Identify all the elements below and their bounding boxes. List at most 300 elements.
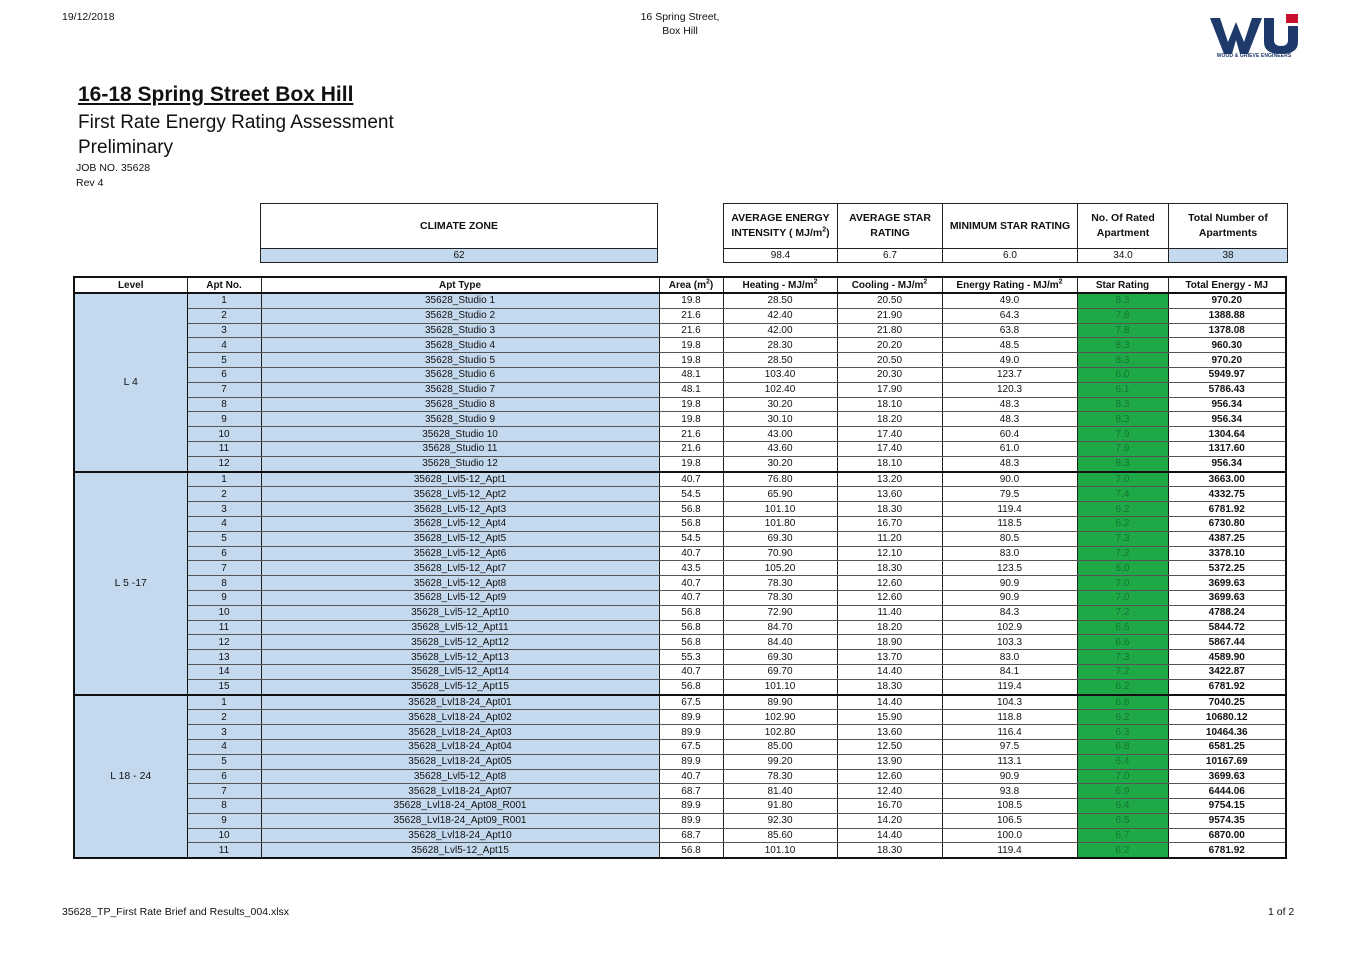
table-row — [74, 620, 1286, 635]
apt-type-cell: 35628_Studio 2 — [261, 308, 659, 323]
summary-table — [723, 203, 1288, 263]
total-energy-cell: 960.30 — [1168, 338, 1286, 353]
heating-cell: 85.60 — [723, 828, 837, 843]
apt-type-cell: 35628_Lvl5-12_Apt4 — [261, 516, 659, 531]
area-cell: 40.7 — [659, 546, 723, 561]
total-energy-cell: 3699.63 — [1168, 590, 1286, 605]
table-row — [74, 441, 1286, 456]
apt-no-cell: 9 — [187, 412, 261, 427]
cooling-cell: 12.60 — [837, 576, 942, 591]
heating-cell: 28.30 — [723, 338, 837, 353]
total-energy-cell: 6444.06 — [1168, 784, 1286, 799]
heating-cell: 42.40 — [723, 308, 837, 323]
apt-no-cell: 10 — [187, 828, 261, 843]
energy-rating-cell: 120.3 — [942, 382, 1077, 397]
energy-rating-cell: 83.0 — [942, 546, 1077, 561]
energy-rating-cell: 108.5 — [942, 799, 1077, 814]
heating-cell: 91.80 — [723, 799, 837, 814]
col-total-energy: Total Energy - MJ — [1168, 277, 1286, 293]
star-rating-cell: 7.2 — [1077, 664, 1168, 679]
area-cell: 48.1 — [659, 367, 723, 382]
star-rating-cell: 8.3 — [1077, 353, 1168, 368]
heating-cell: 70.90 — [723, 546, 837, 561]
table-row — [74, 679, 1286, 694]
star-rating-cell: 7.0 — [1077, 576, 1168, 591]
total-energy-cell: 3699.63 — [1168, 576, 1286, 591]
energy-rating-cell: 90.9 — [942, 576, 1077, 591]
apt-no-cell: 11 — [187, 620, 261, 635]
star-rating-cell: 6.2 — [1077, 843, 1168, 858]
heating-cell: 43.60 — [723, 441, 837, 456]
cooling-cell: 14.20 — [837, 813, 942, 828]
area-cell: 19.8 — [659, 412, 723, 427]
total-energy-cell: 6730.80 — [1168, 516, 1286, 531]
total-energy-cell: 970.20 — [1168, 293, 1286, 308]
apt-type-cell: 35628_Studio 4 — [261, 338, 659, 353]
apt-no-cell: 12 — [187, 635, 261, 650]
apt-no-cell: 15 — [187, 679, 261, 694]
cooling-cell: 13.60 — [837, 487, 942, 502]
heating-cell: 85.00 — [723, 739, 837, 754]
total-energy-cell: 6781.92 — [1168, 843, 1286, 858]
apt-no-cell: 3 — [187, 725, 261, 740]
heating-cell: 102.40 — [723, 382, 837, 397]
total-energy-cell: 3378.10 — [1168, 546, 1286, 561]
heating-cell: 78.30 — [723, 769, 837, 784]
table-header-row — [74, 277, 1286, 293]
cooling-cell: 13.60 — [837, 725, 942, 740]
apt-no-cell: 8 — [187, 397, 261, 412]
total-energy-cell: 6781.92 — [1168, 502, 1286, 517]
area-cell: 89.9 — [659, 725, 723, 740]
apt-no-cell: 6 — [187, 769, 261, 784]
total-energy-cell: 3422.87 — [1168, 664, 1286, 679]
energy-rating-cell: 123.5 — [942, 561, 1077, 576]
star-rating-cell: 6.2 — [1077, 710, 1168, 725]
table-row — [74, 427, 1286, 442]
star-rating-cell: 6.2 — [1077, 679, 1168, 694]
cooling-cell: 13.20 — [837, 472, 942, 487]
star-rating-cell: 6.4 — [1077, 799, 1168, 814]
table-row — [74, 710, 1286, 725]
heating-cell: 65.90 — [723, 487, 837, 502]
table-row — [74, 576, 1286, 591]
total-energy-cell: 3699.63 — [1168, 769, 1286, 784]
area-cell: 40.7 — [659, 769, 723, 784]
cooling-cell: 18.20 — [837, 412, 942, 427]
apt-no-cell: 9 — [187, 590, 261, 605]
energy-rating-cell: 90.9 — [942, 590, 1077, 605]
table-row — [74, 828, 1286, 843]
heating-cell: 101.10 — [723, 502, 837, 517]
star-rating-cell: 6.9 — [1077, 784, 1168, 799]
star-rating-cell: 7.0 — [1077, 590, 1168, 605]
table-row — [74, 531, 1286, 546]
apt-no-cell: 1 — [187, 695, 261, 710]
footer-filename: 35628_TP_First Rate Brief and Results_004.xlsx — [62, 906, 290, 918]
area-cell: 56.8 — [659, 620, 723, 635]
apt-no-cell: 14 — [187, 664, 261, 679]
area-cell: 40.7 — [659, 590, 723, 605]
total-energy-cell: 5844.72 — [1168, 620, 1286, 635]
apt-type-cell: 35628_Lvl18-24_Apt04 — [261, 739, 659, 754]
rated-apartments-value: 34.0 — [1078, 249, 1169, 263]
heating-cell: 84.40 — [723, 635, 837, 650]
star-rating-cell: 6.3 — [1077, 725, 1168, 740]
energy-rating-cell: 48.3 — [942, 397, 1077, 412]
apt-no-cell: 2 — [187, 710, 261, 725]
cooling-cell: 20.50 — [837, 353, 942, 368]
area-cell: 67.5 — [659, 739, 723, 754]
total-energy-cell: 6581.25 — [1168, 739, 1286, 754]
cooling-cell: 20.30 — [837, 367, 942, 382]
total-energy-cell: 3663.00 — [1168, 472, 1286, 487]
apt-type-cell: 35628_Lvl5-12_Apt5 — [261, 531, 659, 546]
energy-rating-cell: 84.1 — [942, 664, 1077, 679]
apt-type-cell: 35628_Lvl18-24_Apt05 — [261, 754, 659, 769]
col-star-rating: Star Rating — [1077, 277, 1168, 293]
table-row — [74, 397, 1286, 412]
table-row — [74, 308, 1286, 323]
energy-rating-cell: 79.5 — [942, 487, 1077, 502]
apt-type-cell: 35628_Lvl5-12_Apt15 — [261, 843, 659, 858]
heating-cell: 84.70 — [723, 620, 837, 635]
project-title: 16-18 Spring Street Box Hill — [78, 83, 354, 106]
heating-cell: 102.80 — [723, 725, 837, 740]
heating-cell: 76.80 — [723, 472, 837, 487]
total-energy-cell: 7040.25 — [1168, 695, 1286, 710]
area-cell: 56.8 — [659, 635, 723, 650]
level-cell: L 18 - 24 — [74, 695, 187, 859]
apt-type-cell: 35628_Lvl5-12_Apt14 — [261, 664, 659, 679]
star-rating-cell: 7.4 — [1077, 487, 1168, 502]
table-row — [74, 338, 1286, 353]
apt-no-cell: 2 — [187, 487, 261, 502]
apt-type-cell: 35628_Lvl5-12_Apt2 — [261, 487, 659, 502]
apt-type-cell: 35628_Lvl5-12_Apt3 — [261, 502, 659, 517]
apt-type-cell: 35628_Lvl18-24_Apt09_R001 — [261, 813, 659, 828]
cooling-cell: 17.40 — [837, 441, 942, 456]
table-row — [74, 323, 1286, 338]
total-energy-cell: 6870.00 — [1168, 828, 1286, 843]
energy-rating-cell: 63.8 — [942, 323, 1077, 338]
apt-type-cell: 35628_Studio 9 — [261, 412, 659, 427]
energy-rating-cell: 116.4 — [942, 725, 1077, 740]
area-cell: 40.7 — [659, 664, 723, 679]
energy-rating-cell: 113.1 — [942, 754, 1077, 769]
heating-cell: 42.00 — [723, 323, 837, 338]
apt-type-cell: 35628_Lvl18-24_Apt10 — [261, 828, 659, 843]
apt-no-cell: 3 — [187, 502, 261, 517]
apt-no-cell: 4 — [187, 516, 261, 531]
apt-no-cell: 2 — [187, 308, 261, 323]
total-energy-cell: 956.34 — [1168, 397, 1286, 412]
area-cell: 19.8 — [659, 397, 723, 412]
star-rating-cell: 6.5 — [1077, 813, 1168, 828]
cooling-cell: 11.40 — [837, 605, 942, 620]
table-row — [74, 353, 1286, 368]
apt-type-cell: 35628_Studio 6 — [261, 367, 659, 382]
col-level: Level — [74, 277, 187, 293]
col-apt-no: Apt No. — [187, 277, 261, 293]
table-row — [74, 516, 1286, 531]
energy-rating-cell: 123.7 — [942, 367, 1077, 382]
star-rating-cell: 6.6 — [1077, 620, 1168, 635]
heating-cell: 81.40 — [723, 784, 837, 799]
area-cell: 21.6 — [659, 308, 723, 323]
energy-rating-cell: 104.3 — [942, 695, 1077, 710]
cooling-cell: 15.90 — [837, 710, 942, 725]
star-rating-cell: 7.8 — [1077, 308, 1168, 323]
apt-no-cell: 12 — [187, 456, 261, 471]
apt-type-cell: 35628_Lvl5-12_Apt7 — [261, 561, 659, 576]
energy-rating-cell: 119.4 — [942, 679, 1077, 694]
table-row — [74, 412, 1286, 427]
table-row — [74, 635, 1286, 650]
table-row — [74, 382, 1286, 397]
energy-rating-cell: 64.3 — [942, 308, 1077, 323]
table-row — [74, 650, 1286, 665]
avg-energy-header: AVERAGE ENERGY INTENSITY ( $MJ/m^2$) — [724, 204, 838, 249]
col-area: Area $(m^2)$ — [659, 277, 723, 293]
col-energy-rating: Energy Rating - $MJ/m^2$ — [942, 277, 1077, 293]
level-cell: L 4 — [74, 293, 187, 472]
apt-type-cell: 35628_Lvl5-12_Apt8 — [261, 769, 659, 784]
energy-rating-cell: 61.0 — [942, 441, 1077, 456]
cooling-cell: 13.90 — [837, 754, 942, 769]
area-cell: 19.8 — [659, 456, 723, 471]
star-rating-cell: 6.0 — [1077, 561, 1168, 576]
apt-no-cell: 3 — [187, 323, 261, 338]
area-cell: 56.8 — [659, 679, 723, 694]
area-cell: 55.3 — [659, 650, 723, 665]
apt-no-cell: 9 — [187, 813, 261, 828]
table-row — [74, 754, 1286, 769]
table-row — [74, 605, 1286, 620]
energy-rating-cell: 119.4 — [942, 843, 1077, 858]
area-cell: 19.8 — [659, 338, 723, 353]
star-rating-cell: 8.3 — [1077, 293, 1168, 308]
cooling-cell: 16.70 — [837, 516, 942, 531]
cooling-cell: 12.50 — [837, 739, 942, 754]
area-cell: 68.7 — [659, 828, 723, 843]
apt-type-cell: 35628_Lvl5-12_Apt11 — [261, 620, 659, 635]
area-cell: 21.6 — [659, 323, 723, 338]
cooling-cell: 12.60 — [837, 590, 942, 605]
area-cell: 68.7 — [659, 784, 723, 799]
apt-type-cell: 35628_Lvl18-24_Apt03 — [261, 725, 659, 740]
heating-cell: 89.90 — [723, 695, 837, 710]
table-row — [74, 769, 1286, 784]
cooling-cell: 18.20 — [837, 620, 942, 635]
star-rating-cell: 7.9 — [1077, 427, 1168, 442]
energy-rating-cell: 118.8 — [942, 710, 1077, 725]
star-rating-cell: 6.1 — [1077, 382, 1168, 397]
total-energy-cell: 5372.25 — [1168, 561, 1286, 576]
level-cell: L 5 -17 — [74, 472, 187, 695]
apt-no-cell: 6 — [187, 546, 261, 561]
apartment-results-table — [73, 276, 1287, 859]
apt-type-cell: 35628_Lvl5-12_Apt10 — [261, 605, 659, 620]
energy-rating-cell: 48.3 — [942, 456, 1077, 471]
star-rating-cell: 6.0 — [1077, 367, 1168, 382]
apt-type-cell: 35628_Lvl18-24_Apt02 — [261, 710, 659, 725]
total-energy-cell: 4387.25 — [1168, 531, 1286, 546]
col-apt-type: Apt Type — [261, 277, 659, 293]
area-cell: 43.5 — [659, 561, 723, 576]
star-rating-cell: 8.3 — [1077, 456, 1168, 471]
heating-cell: 30.10 — [723, 412, 837, 427]
energy-rating-cell: 48.3 — [942, 412, 1077, 427]
cooling-cell: 14.40 — [837, 695, 942, 710]
total-energy-cell: 10167.69 — [1168, 754, 1286, 769]
heating-cell: 69.30 — [723, 650, 837, 665]
star-rating-cell: 7.2 — [1077, 605, 1168, 620]
energy-rating-cell: 102.9 — [942, 620, 1077, 635]
table-row — [74, 561, 1286, 576]
total-energy-cell: 5867.44 — [1168, 635, 1286, 650]
apt-type-cell: 35628_Lvl5-12_Apt6 — [261, 546, 659, 561]
star-rating-cell: 8.3 — [1077, 412, 1168, 427]
table-row — [74, 843, 1286, 858]
energy-rating-cell: 90.9 — [942, 769, 1077, 784]
assessment-title: First Rate Energy Rating Assessment — [78, 112, 394, 133]
min-star-header: MINIMUM STAR RATING — [943, 204, 1078, 249]
energy-rating-cell: 106.5 — [942, 813, 1077, 828]
apt-type-cell: 35628_Studio 12 — [261, 456, 659, 471]
table-row — [74, 739, 1286, 754]
energy-rating-cell: 103.3 — [942, 635, 1077, 650]
area-cell: 56.8 — [659, 502, 723, 517]
avg-star-value: 6.7 — [838, 249, 943, 263]
area-cell: 89.9 — [659, 799, 723, 814]
heating-cell: 30.20 — [723, 456, 837, 471]
star-rating-cell: 8.3 — [1077, 397, 1168, 412]
heating-cell: 101.80 — [723, 516, 837, 531]
area-cell: 19.8 — [659, 353, 723, 368]
climate-zone-table — [260, 203, 658, 263]
table-row — [74, 546, 1286, 561]
revision: Rev 4 — [76, 177, 104, 189]
apt-type-cell: 35628_Lvl5-12_Apt8 — [261, 576, 659, 591]
climate-zone-value: 62 — [261, 249, 658, 263]
energy-rating-cell: 83.0 — [942, 650, 1077, 665]
status-label: Preliminary — [78, 137, 174, 158]
star-rating-cell: 6.7 — [1077, 828, 1168, 843]
cooling-cell: 14.40 — [837, 828, 942, 843]
area-cell: 89.9 — [659, 710, 723, 725]
area-cell: 19.8 — [659, 293, 723, 308]
star-rating-cell: 6.2 — [1077, 502, 1168, 517]
total-energy-cell: 9754.15 — [1168, 799, 1286, 814]
star-rating-cell: 6.8 — [1077, 739, 1168, 754]
heating-cell: 101.10 — [723, 843, 837, 858]
heating-cell: 28.50 — [723, 293, 837, 308]
apt-no-cell: 1 — [187, 472, 261, 487]
area-cell: 21.6 — [659, 441, 723, 456]
star-rating-cell: 6.6 — [1077, 695, 1168, 710]
apt-type-cell: 35628_Lvl5-12_Apt9 — [261, 590, 659, 605]
apt-no-cell: 4 — [187, 739, 261, 754]
area-cell: 56.8 — [659, 843, 723, 858]
total-energy-cell: 4788.24 — [1168, 605, 1286, 620]
apt-no-cell: 10 — [187, 427, 261, 442]
total-energy-cell: 9574.35 — [1168, 813, 1286, 828]
table-row — [74, 472, 1286, 487]
energy-rating-cell: 100.0 — [942, 828, 1077, 843]
heating-cell: 69.30 — [723, 531, 837, 546]
table-row — [74, 367, 1286, 382]
total-energy-cell: 5786.43 — [1168, 382, 1286, 397]
job-number: JOB NO. 35628 — [76, 162, 151, 174]
apt-type-cell: 35628_Studio 5 — [261, 353, 659, 368]
heating-cell: 92.30 — [723, 813, 837, 828]
table-row — [74, 590, 1286, 605]
heating-cell: 72.90 — [723, 605, 837, 620]
star-rating-cell: 7.9 — [1077, 441, 1168, 456]
rated-apartments-header: No. Of Rated Apartment — [1078, 204, 1169, 249]
col-cooling: Cooling - $MJ/m^2$ — [837, 277, 942, 293]
table-row — [74, 725, 1286, 740]
cooling-cell: 12.60 — [837, 769, 942, 784]
table-row — [74, 813, 1286, 828]
area-cell: 48.1 — [659, 382, 723, 397]
apt-no-cell: 7 — [187, 784, 261, 799]
apt-no-cell: 11 — [187, 843, 261, 858]
apt-no-cell: 5 — [187, 754, 261, 769]
cooling-cell: 21.80 — [837, 323, 942, 338]
total-apartments-header: Total Number of Apartments — [1169, 204, 1288, 249]
total-energy-cell: 4589.90 — [1168, 650, 1286, 665]
energy-rating-cell: 49.0 — [942, 353, 1077, 368]
apt-type-cell: 35628_Lvl5-12_Apt15 — [261, 679, 659, 694]
total-apartments-value: 38 — [1169, 249, 1288, 263]
apt-no-cell: 5 — [187, 353, 261, 368]
apt-type-cell: 35628_Studio 11 — [261, 441, 659, 456]
cooling-cell: 14.40 — [837, 664, 942, 679]
total-energy-cell: 10680.12 — [1168, 710, 1286, 725]
heating-cell: 78.30 — [723, 576, 837, 591]
cooling-cell: 11.20 — [837, 531, 942, 546]
star-rating-cell: 7.2 — [1077, 546, 1168, 561]
apt-no-cell: 7 — [187, 561, 261, 576]
apt-no-cell: 1 — [187, 293, 261, 308]
star-rating-cell: 7.0 — [1077, 472, 1168, 487]
cooling-cell: 21.90 — [837, 308, 942, 323]
star-rating-cell: 7.3 — [1077, 650, 1168, 665]
apt-type-cell: 35628_Studio 1 — [261, 293, 659, 308]
avg-energy-value: 98.4 — [724, 249, 838, 263]
apt-type-cell: 35628_Lvl18-24_Apt08_R001 — [261, 799, 659, 814]
apt-no-cell: 10 — [187, 605, 261, 620]
apt-type-cell: 35628_Lvl18-24_Apt01 — [261, 695, 659, 710]
cooling-cell: 18.10 — [837, 456, 942, 471]
star-rating-cell: 6.2 — [1077, 516, 1168, 531]
avg-star-header: AVERAGE STAR RATING — [838, 204, 943, 249]
col-heating: Heating - $MJ/m^2$ — [723, 277, 837, 293]
cooling-cell: 17.90 — [837, 382, 942, 397]
total-energy-cell: 10464.36 — [1168, 725, 1286, 740]
total-energy-cell: 1378.08 — [1168, 323, 1286, 338]
logo-caption: WOOD & GRIEVE ENGINEERS — [1216, 53, 1292, 59]
heating-cell: 99.20 — [723, 754, 837, 769]
cooling-cell: 18.30 — [837, 561, 942, 576]
heating-cell: 43.00 — [723, 427, 837, 442]
area-cell: 89.9 — [659, 754, 723, 769]
cooling-cell: 12.40 — [837, 784, 942, 799]
print-date: 19/12/2018 — [62, 11, 115, 23]
apt-no-cell: 7 — [187, 382, 261, 397]
